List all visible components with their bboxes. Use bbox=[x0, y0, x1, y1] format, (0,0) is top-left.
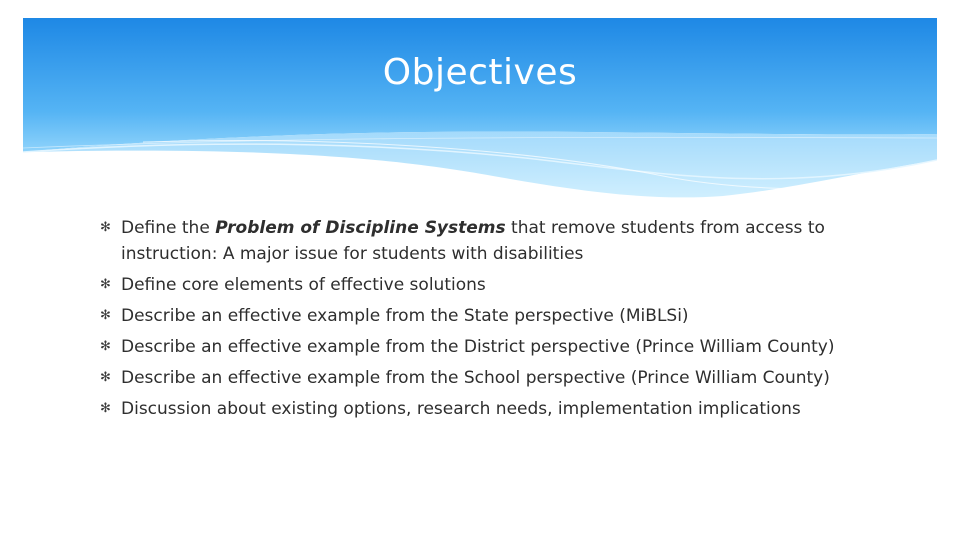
objective-text: Describe an effective example from the State perspective (MiBLSi) bbox=[121, 306, 689, 326]
objective-text: Discussion about existing options, research needs, implementation implications bbox=[121, 399, 801, 419]
objective-item bbox=[100, 365, 880, 391]
asterisk-bullet-icon: ✻ bbox=[100, 370, 111, 385]
objective-text: Define core elements of effective solutions bbox=[121, 275, 486, 295]
objective-item bbox=[100, 396, 880, 422]
asterisk-bullet-icon: ✻ bbox=[100, 401, 111, 416]
slide-title: Objectives bbox=[382, 52, 578, 93]
title-banner bbox=[23, 18, 937, 200]
objective-text: Describe an effective example from the School perspective (Prince William County) bbox=[121, 368, 830, 388]
objective-item bbox=[100, 272, 880, 298]
asterisk-bullet-icon: ✻ bbox=[100, 308, 111, 323]
asterisk-bullet-icon: ✻ bbox=[100, 220, 111, 235]
objective-item bbox=[100, 334, 880, 360]
objective-item bbox=[100, 303, 880, 329]
objectives-list bbox=[100, 215, 880, 427]
objective-text-prefix: Define the bbox=[121, 218, 216, 238]
banner-graphic bbox=[23, 18, 937, 200]
objective-text: Describe an effective example from the District perspective (Prince William County) bbox=[121, 337, 835, 357]
objective-emphasis: Problem of Discipline Systems bbox=[215, 218, 506, 238]
asterisk-bullet-icon: ✻ bbox=[100, 339, 111, 354]
objective-item bbox=[100, 215, 880, 267]
asterisk-bullet-icon: ✻ bbox=[100, 277, 111, 292]
objective-text-suffix: that remove students from access to instruction: A major issue for students with disabilities bbox=[121, 218, 825, 264]
